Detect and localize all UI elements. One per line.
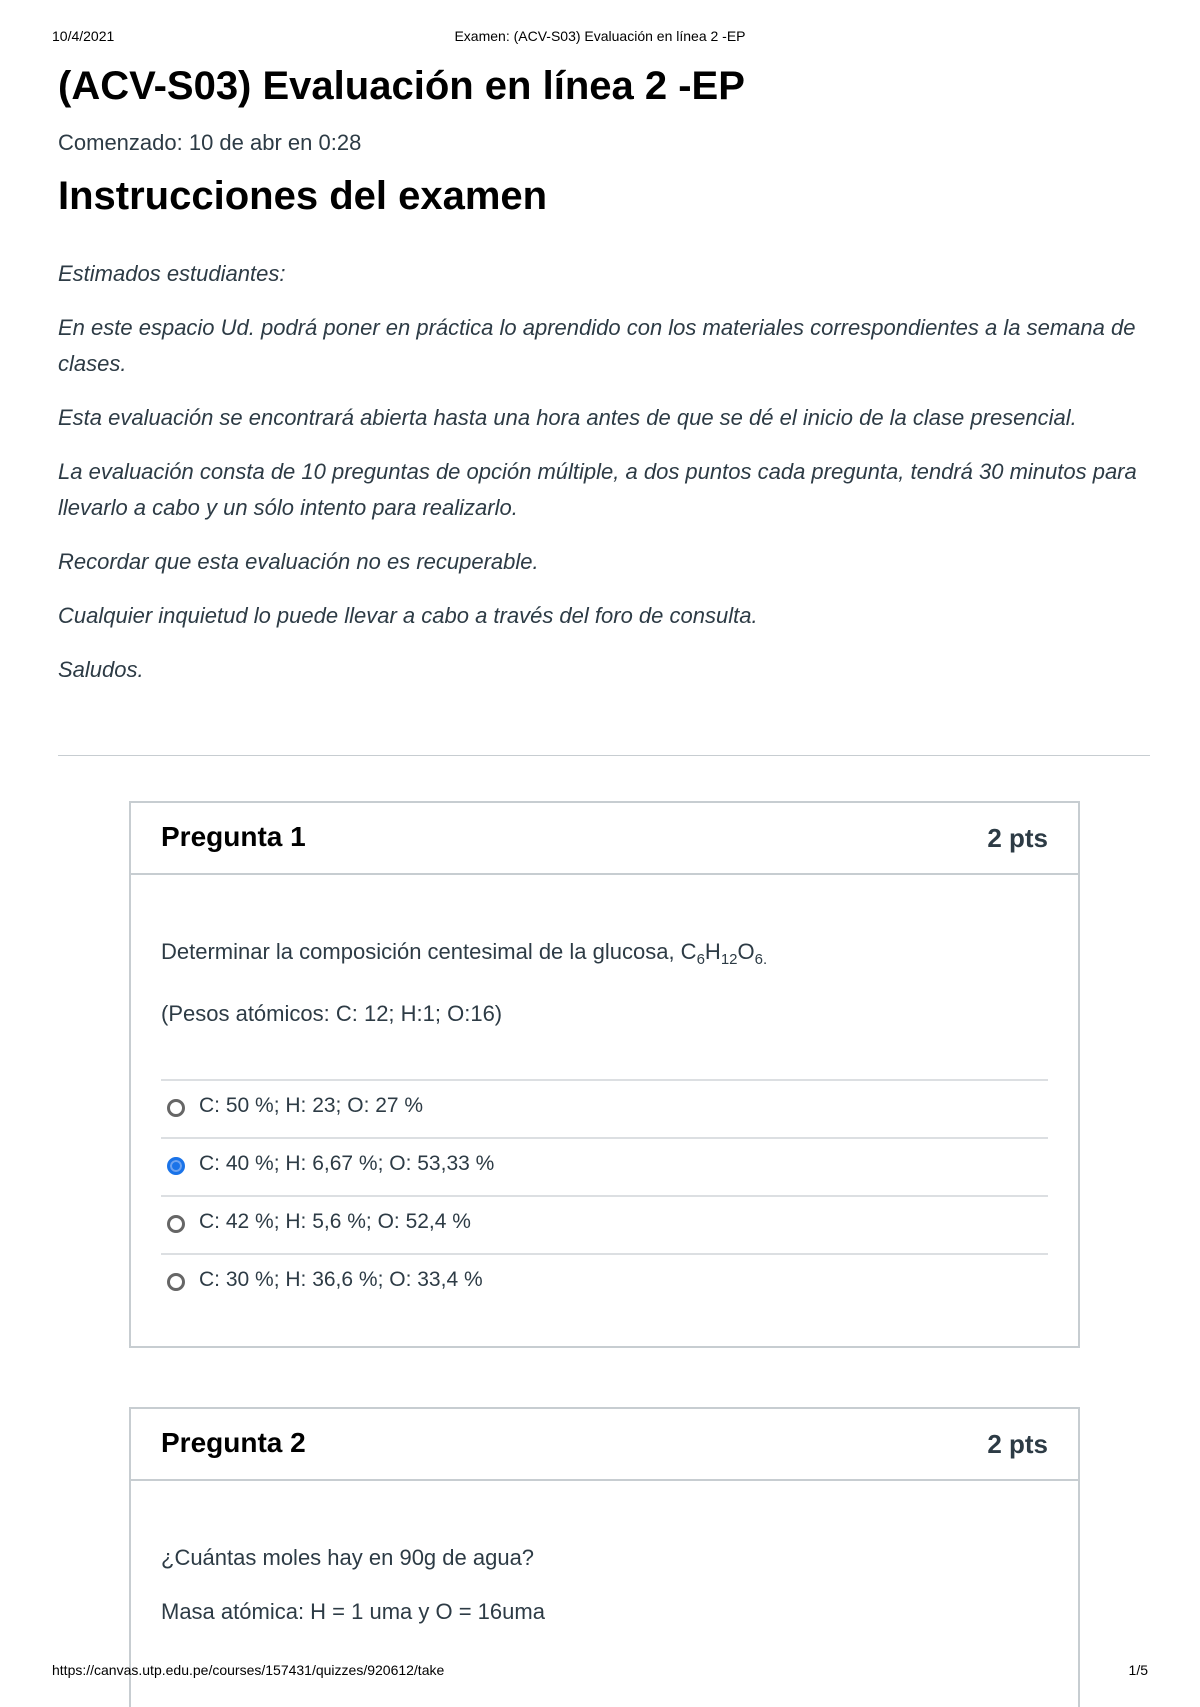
answer-list <box>161 1079 1048 1311</box>
section-divider <box>58 755 1150 756</box>
print-url: https://canvas.utp.edu.pe/courses/157431/quizzes/920612/take <box>52 1662 445 1678</box>
radio-button-selected[interactable] <box>167 1157 185 1175</box>
quiz-content <box>58 60 1150 706</box>
question-points: 2 pts <box>987 823 1048 853</box>
quiz-title: (ACV-S03) Evaluación en línea 2 -EP <box>58 64 745 108</box>
question-text: ¿Cuántas moles hay en 90g de agua? <box>161 1545 535 1570</box>
question-points: 2 pts <box>987 1429 1048 1459</box>
print-date: 10/4/2021 <box>52 28 115 44</box>
question-header <box>131 1409 1078 1481</box>
question-text: Determinar la composición centesimal de la glucosa, $C_6H_{12}O_{6.}$ <box>161 939 768 968</box>
print-header <box>52 28 1148 50</box>
instructions-paragraph: Saludos. <box>58 657 144 682</box>
question-header <box>131 803 1078 875</box>
question-name: Pregunta 2 <box>161 1427 306 1458</box>
question-atomic-weights: (Pesos atómicos: C: 12; H:1; O:16) <box>161 1001 503 1026</box>
answer-option[interactable] <box>161 1137 1048 1195</box>
answer-option[interactable] <box>161 1079 1048 1137</box>
answer-option[interactable] <box>161 1195 1048 1253</box>
radio-button[interactable] <box>167 1099 185 1117</box>
question-body <box>131 1481 1078 1629</box>
instructions-paragraph: Cualquier inquietud lo puede llevar a cabo a través del foro de consulta. <box>58 603 758 628</box>
instructions-paragraph: Esta evaluación se encontrará abierta hasta una hora antes de que se dé el inicio de la clase presencial. <box>58 405 1077 430</box>
radio-button[interactable] <box>167 1215 185 1233</box>
instructions-paragraph: La evaluación consta de 10 preguntas de opción múltiple, a dos puntos cada pregunta, tendrá 30 minutos para llevarlo a cabo y un sólo intento para realizarlo. <box>58 459 1137 520</box>
print-footer <box>52 1662 1148 1684</box>
instructions-body <box>58 256 1138 688</box>
question-card-1 <box>129 801 1080 1348</box>
answer-label[interactable]: C: 50 %; H: 23; O: 27 % <box>199 1094 424 1117</box>
instructions-paragraph: En este espacio Ud. podrá poner en práctica lo aprendido con los materiales correspondientes a la semana de clases. <box>58 315 1136 376</box>
radio-button[interactable] <box>167 1273 185 1291</box>
answer-label[interactable]: C: 40 %; H: 6,67 %; O: 53,33 % <box>199 1152 495 1175</box>
question-atomic-mass: Masa atómica: H = 1 uma y O = 16uma <box>161 1599 545 1624</box>
question-body <box>131 875 1078 1311</box>
answer-label[interactable]: C: 42 %; H: 5,6 %; O: 52,4 % <box>199 1210 471 1233</box>
print-document-title: Examen: (ACV-S03) Evaluación en línea 2 -EP <box>454 28 746 44</box>
quiz-started-time: Comenzado: 10 de abr en 0:28 <box>58 130 362 155</box>
print-page-number: 1/5 <box>1128 1662 1148 1678</box>
answer-label[interactable]: C: 30 %; H: 36,6 %; O: 33,4 % <box>199 1268 483 1291</box>
question-name: Pregunta 1 <box>161 821 306 852</box>
instructions-title: Instrucciones del examen <box>58 174 548 218</box>
answer-option[interactable] <box>161 1253 1048 1311</box>
instructions-paragraph: Estimados estudiantes: <box>58 261 286 286</box>
instructions-paragraph: Recordar que esta evaluación no es recuperable. <box>58 549 539 574</box>
